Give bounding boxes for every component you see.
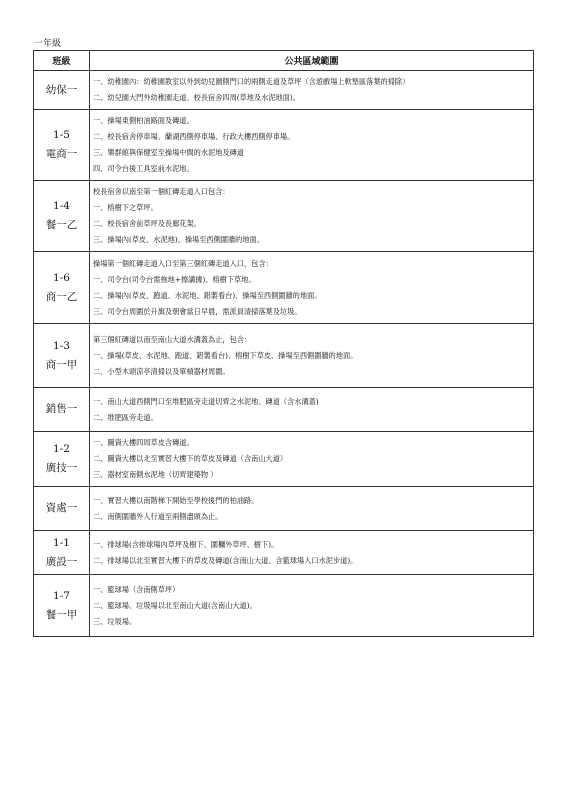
table-header-row (34, 51, 534, 71)
class-cell (34, 487, 90, 531)
scope-line: 二、校長宿舍停車場、蘭湖西側停車場、行政大樓西側停車場。 (93, 132, 295, 141)
scope-cell (90, 71, 534, 110)
table-row (34, 487, 534, 531)
scope-line: 二、操場內(草皮、跑道、水泥地、鋁製看台)、操場至西側圍牆的地面。 (93, 290, 322, 300)
scope-line: 一、籃球場（含南側草坪） (93, 584, 180, 594)
scope-cell (90, 531, 534, 575)
class-cell (34, 181, 90, 252)
scope-line: 二、小型木頭涼亭清掃以及單槓器材周圍。 (93, 366, 230, 376)
scope-line: 二、幼兒園大門外幼稚園走道、校長宿舍四周(草地及水泥地面)。 (93, 93, 300, 102)
scope-line: 三、垃圾場。 (93, 616, 137, 626)
scope-line: 一、榕樹下之草坪。 (93, 203, 158, 212)
class-name: 1-5 (53, 129, 70, 141)
class-name: 銷售一 (45, 403, 78, 415)
grade-label: 一年級 (34, 39, 62, 49)
scope-cell (90, 487, 534, 531)
class-name: 廣設一 (45, 555, 78, 568)
scope-line: 一、操場東側柏油路面及磚道。 (93, 116, 194, 125)
table-row (34, 110, 534, 181)
table-row (34, 388, 534, 432)
class-cell (34, 388, 90, 432)
scope-cell (90, 388, 534, 432)
scope-line: 一、幼稚園內：幼稚園教室以外到幼兒園側門口的兩側走道及草坪（含遊戲場上軟墊區落葉的掃除） (93, 77, 410, 86)
table-row (34, 531, 534, 575)
scope-line: 一、操場(草皮、水泥地、跑道、鋁製看台)、榕樹下草皮、操場至西側圍牆的地面。 (93, 350, 358, 360)
class-name: 1-1 (53, 536, 70, 549)
scope-cell (90, 432, 534, 487)
scope-cell (90, 575, 534, 637)
class-cell (34, 575, 90, 637)
class-cell (34, 252, 90, 324)
scope-line: 操場第一個紅磚走道入口至第三個紅磚走道入口，包含： (93, 258, 273, 268)
scope-line: 二、排球場以北至實習大樓下的草皮及磚道(含南山大道、含籃球場入口水泥步道)。 (93, 555, 358, 565)
class-name: 廣技一 (45, 462, 78, 474)
scope-line: 二、南側圍牆外人行道至兩側盡頭為止。 (93, 511, 223, 521)
class-name: 1-7 (53, 589, 70, 602)
scope-line: 一、圖資大樓四周草皮含磚道。 (93, 438, 194, 447)
table-row (34, 252, 534, 324)
class-column-header: 班級 (34, 51, 90, 71)
class-name: 1-2 (53, 443, 70, 455)
scope-line: 二、堆肥區旁走道。 (93, 412, 158, 422)
scope-cell (90, 252, 534, 324)
table-row (34, 324, 534, 388)
class-cell (34, 110, 90, 181)
class-name: 餐一甲 (45, 608, 78, 621)
scope-cell (90, 324, 534, 388)
scope-line: 一、司令台(司令台需拖地+擦講據)、榕樹下草地。 (93, 274, 256, 284)
scope-line: 第三個紅磚道以南至南山大道水溝蓋為止，包含： (93, 334, 252, 344)
scope-line: 二、校長宿舍前草坪及長廊花架。 (93, 219, 201, 228)
scope-line: 四、司令台後工具室前水泥地。 (93, 164, 194, 173)
class-cell (34, 531, 90, 575)
scope-cell (90, 181, 534, 252)
class-name: 1-4 (53, 200, 70, 212)
scope-line: 校長宿舍以南至第一個紅磚走道入口包含： (93, 187, 230, 196)
table-row (34, 181, 534, 252)
cleaning-area-table (33, 50, 534, 637)
class-name: 1-6 (53, 271, 70, 284)
scope-line: 三、樂群館與保健室至操場中間的水泥地及磚道 (93, 148, 244, 157)
class-name: 1-3 (53, 339, 70, 352)
class-name: 幼保一 (45, 83, 78, 96)
class-name: 商一甲 (45, 358, 78, 371)
class-cell (34, 432, 90, 487)
class-name: 資處一 (45, 502, 78, 514)
table-row (34, 575, 534, 637)
class-cell (34, 71, 90, 110)
scope-line: 三、司令台周圍於升旗及朝會當日早晨，需派員清掃落葉及垃圾。 (93, 306, 302, 316)
scope-line: 二、籃球場、垃圾場以北至南山大道(含南山大道)。 (93, 600, 257, 610)
scope-line: 三、操場內(草皮、水泥地)、操場至西側圍牆的地面。 (93, 235, 264, 244)
table-row (34, 432, 534, 487)
scope-line: 三、器材室南側水泥地（切齊建築物 ） (93, 470, 218, 479)
scope-column-header: 公共區域範圍 (90, 51, 534, 71)
scope-line: 一、實習大樓以南階梯下開始至學校後門的柏油路。 (93, 495, 259, 505)
scope-line: 一、南山大道西側門口至堆肥區旁走道切齊之水泥地、磚道（含水溝蓋) (93, 396, 319, 406)
scope-line: 一、排球場(含排球場內草坪及樹下、圍欄外草坪、樹下)。 (93, 539, 279, 549)
scope-line: 二、圖資大樓以北至實習大樓下的草皮及磚道（含南山大道） (93, 454, 288, 463)
class-cell (34, 324, 90, 388)
scope-cell (90, 110, 534, 181)
class-name: 餐一乙 (45, 219, 78, 231)
class-name: 電商一 (45, 148, 78, 160)
table-row (34, 71, 534, 110)
class-name: 商一乙 (45, 290, 78, 303)
